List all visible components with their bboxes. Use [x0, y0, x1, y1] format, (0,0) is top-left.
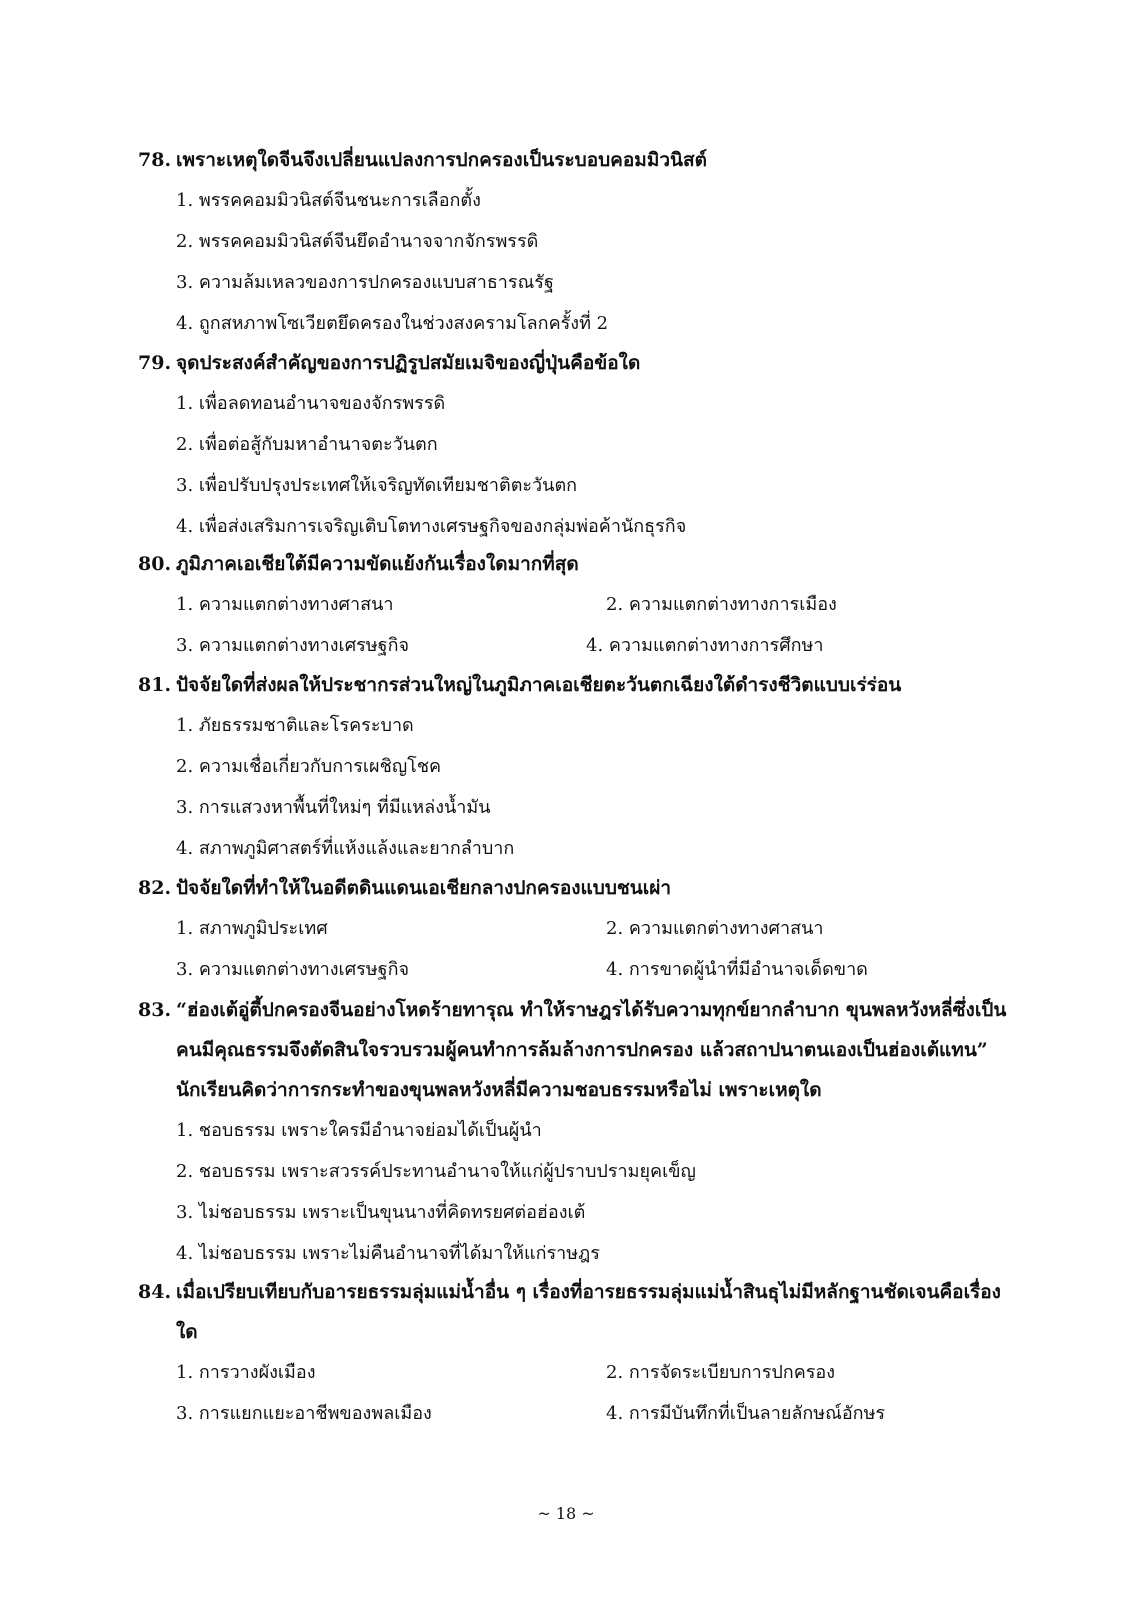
question-text: เพราะเหตุใดจีนจึงเปลี่ยนแปลงการปกครองเป็นระบอบคอมมิวนิสต์ — [176, 149, 707, 171]
option-4[interactable]: 4. สภาพภูมิศาสตร์ที่แห้งแล้งและยากลำบาก — [176, 838, 515, 859]
question-number: 82. — [138, 877, 172, 899]
question-header — [138, 1272, 1018, 1352]
question-83 — [138, 990, 1018, 1274]
option-2[interactable]: 2. การจัดระเบียบการปกครอง — [606, 1362, 835, 1383]
question-84 — [138, 1272, 1018, 1434]
question-78 — [138, 140, 1018, 344]
option-2[interactable]: 2. ความเชื่อเกี่ยวกับการเผชิญโชค — [176, 756, 442, 777]
question-header — [138, 868, 1018, 908]
option-4[interactable]: 4. ถูกสหภาพโซเวียตยึดครองในช่วงสงครามโลกครั้งที่ 2 — [176, 313, 609, 334]
page-number: ~ 18 ~ — [537, 1504, 595, 1523]
options — [176, 705, 1018, 869]
options — [176, 1352, 1018, 1434]
question-80 — [138, 544, 1018, 666]
option-3[interactable]: 3. ความแตกต่างทางเศรษฐกิจ — [176, 635, 410, 656]
options — [176, 584, 1018, 666]
question-text: ภูมิภาคเอเชียใต้มีความขัดแย้งกันเรื่องใดมากที่สุด — [176, 553, 579, 575]
question-text: จุดประสงค์สำคัญของการปฏิรูปสมัยเมจิของญี่ปุ่นคือข้อใด — [176, 352, 641, 374]
option-4[interactable]: 4. การมีบันทึกที่เป็นลายลักษณ์อักษร — [606, 1403, 886, 1424]
option-2[interactable]: 2. ความแตกต่างทางการเมือง — [606, 594, 837, 615]
options — [176, 1110, 1018, 1274]
question-82 — [138, 868, 1018, 990]
option-1[interactable]: 1. การวางผังเมือง — [176, 1362, 316, 1383]
option-2[interactable]: 2. ความแตกต่างทางศาสนา — [606, 918, 824, 939]
question-text: “ฮ่องเต้อู่ตี้ปกครองจีนอย่างโหดร้ายทารุณ ทำให้ราษฎรได้รับความทุกข์ยากลำบาก ขุนพลหวังหลี่ซึ่งเป็นคนมีคุณธรรมจึงตัดสินใจรวบรวมผู้คนทำการล้มล้างการปกครอง แล้วสถาปนาตนเองเป็นฮ่องเต้แทน” นักเรียนคิดว่าการกระทำของขุนพลหวังหลี่มีความชอบธรรมหรือไม่ เพราะเหตุใด — [176, 999, 1007, 1101]
option-3[interactable]: 3. การแสวงหาพื้นที่ใหม่ๆ ที่มีแหล่งน้ำมัน — [176, 797, 491, 818]
question-number: 83. — [138, 999, 172, 1021]
question-number: 80. — [138, 553, 172, 575]
question-header — [138, 990, 1018, 1110]
option-1[interactable]: 1. เพื่อลดทอนอำนาจของจักรพรรดิ — [176, 393, 446, 414]
option-1[interactable]: 1. ชอบธรรม เพราะใครมีอำนาจย่อมได้เป็นผู้นำ — [176, 1120, 542, 1141]
options — [176, 908, 1018, 990]
options — [176, 180, 1018, 344]
option-3[interactable]: 3. ความล้มเหลวของการปกครองแบบสาธารณรัฐ — [176, 272, 554, 293]
question-number: 78. — [138, 149, 172, 171]
question-text: ปัจจัยใดที่ส่งผลให้ประชากรส่วนใหญ่ในภูมิภาคเอเชียตะวันตกเฉียงใต้ดำรงชีวิตแบบเร่ร่อน — [176, 674, 902, 696]
option-4[interactable]: 4. ไม่ชอบธรรม เพราะไม่คืนอำนาจที่ได้มาให้แก่ราษฎร — [176, 1243, 600, 1264]
option-1[interactable]: 1. สภาพภูมิประเทศ — [176, 918, 328, 939]
question-header — [138, 343, 1018, 383]
question-81 — [138, 665, 1018, 869]
option-2[interactable]: 2. พรรคคอมมิวนิสต์จีนยึดอำนาจจากจักรพรรดิ — [176, 231, 539, 252]
option-3[interactable]: 3. ความแตกต่างทางเศรษฐกิจ — [176, 959, 410, 980]
options — [176, 383, 1018, 547]
question-header — [138, 665, 1018, 705]
question-number: 79. — [138, 352, 172, 374]
question-text: ปัจจัยใดที่ทำให้ในอดีตดินแดนเอเชียกลางปกครองแบบชนเผ่า — [176, 877, 672, 899]
question-header — [138, 544, 1018, 584]
option-4[interactable]: 4. การขาดผู้นำที่มีอำนาจเด็ดขาด — [606, 959, 868, 980]
question-number: 81. — [138, 674, 172, 696]
option-1[interactable]: 1. ภัยธรรมชาติและโรคระบาด — [176, 715, 414, 736]
question-79 — [138, 343, 1018, 547]
option-2[interactable]: 2. เพื่อต่อสู้กับมหาอำนาจตะวันตก — [176, 434, 438, 455]
option-2[interactable]: 2. ชอบธรรม เพราะสวรรค์ประทานอำนาจให้แก่ผู้ปราบปรามยุคเข็ญ — [176, 1161, 696, 1182]
question-header — [138, 140, 1018, 180]
option-4[interactable]: 4. ความแตกต่างทางการศึกษา — [586, 635, 824, 656]
option-3[interactable]: 3. ไม่ชอบธรรม เพราะเป็นขุนนางที่คิดทรยศต่อฮ่องเต้ — [176, 1202, 586, 1223]
question-text: เมื่อเปรียบเทียบกับอารยธรรมลุ่มแม่น้ำอื่น ๆ เรื่องที่อารยธรรมลุ่มแม่น้ำสินธุไม่มีหลักฐานชัดเจนคือเรื่องใด — [176, 1281, 1001, 1343]
option-4[interactable]: 4. เพื่อส่งเสริมการเจริญเติบโตทางเศรษฐกิจของกลุ่มพ่อค้านักธุรกิจ — [176, 516, 687, 537]
option-3[interactable]: 3. การแยกแยะอาชีพของพลเมือง — [176, 1403, 432, 1424]
option-1[interactable]: 1. ความแตกต่างทางศาสนา — [176, 594, 394, 615]
option-1[interactable]: 1. พรรคคอมมิวนิสต์จีนชนะการเลือกตั้ง — [176, 190, 481, 211]
option-3[interactable]: 3. เพื่อปรับปรุงประเทศให้เจริญทัดเทียมชาติตะวันตก — [176, 475, 578, 496]
question-number: 84. — [138, 1281, 172, 1303]
